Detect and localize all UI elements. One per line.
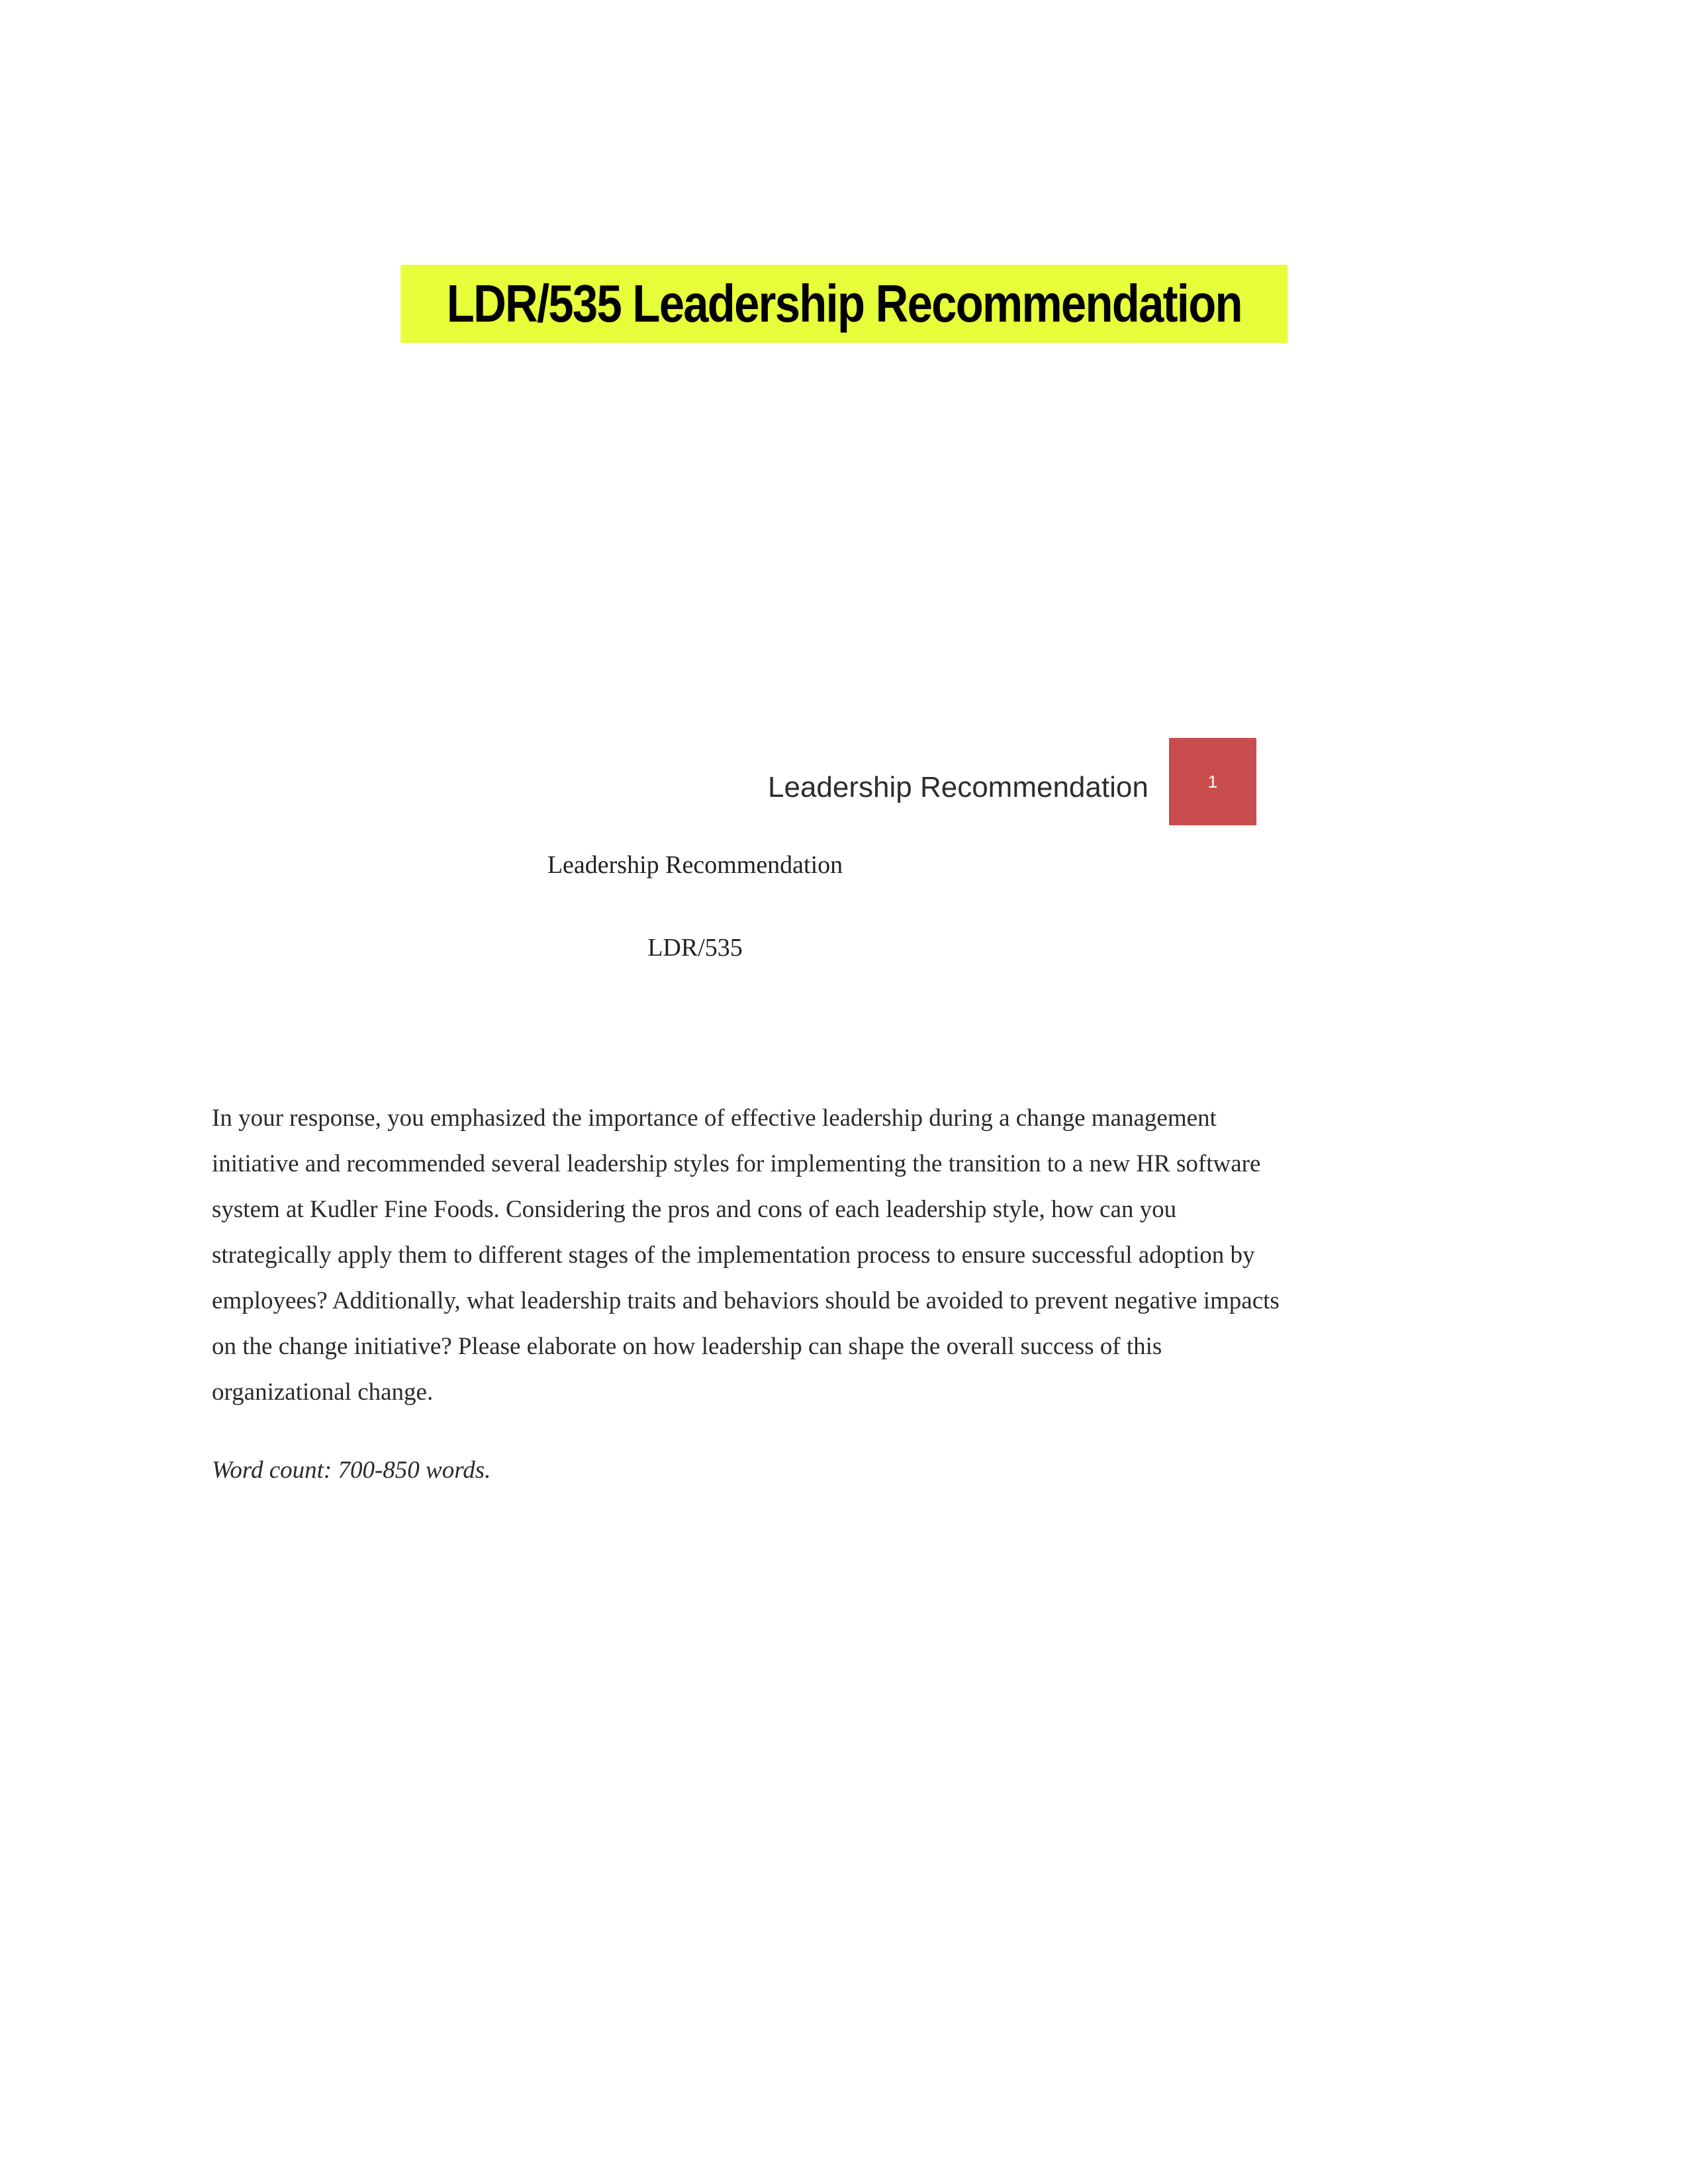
course-code: LDR/535: [647, 934, 743, 962]
word-count: Word count: 700-850 words.: [212, 1457, 491, 1484]
running-header: Leadership Recommendation: [768, 771, 1149, 803]
page-number: 1: [1207, 771, 1218, 792]
prompt-paragraph: In your response, you emphasized the importance of effective leadership during a change management initiative and recommended several leadership styles for implementing the transition to a new HR software system at Kudler Fine Foods. Considering the pros and cons of each leadership style, how can you strategically apply them to different stages of the implementation process to ensure successful adoption by employees? Additionally, what leadership traits and behaviors should be avoided to prevent negative impacts on the change initiative? Please elaborate on how leadership can shape the overall success of this organizational change.: [212, 1105, 1280, 1406]
banner-title: LDR/535 Leadership Recommendation: [446, 274, 1242, 333]
document-preview: [199, 728, 1297, 1522]
document-title: Leadership Recommendation: [547, 851, 843, 879]
page-number-badge: [1169, 738, 1256, 825]
title-banner: [400, 265, 1288, 343]
